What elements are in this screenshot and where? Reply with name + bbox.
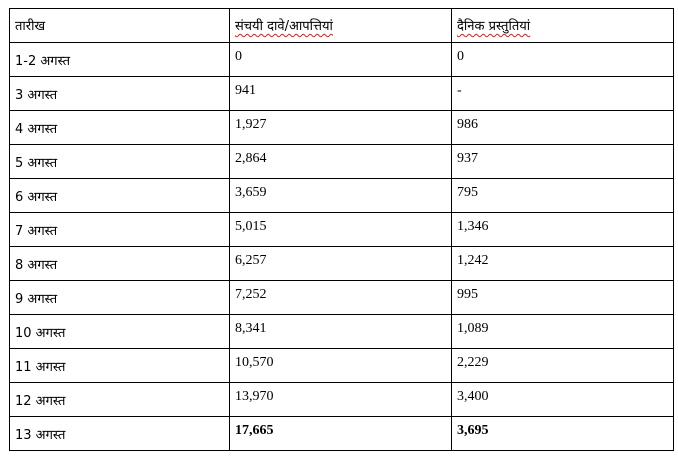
date-cell bbox=[10, 383, 230, 417]
cumulative-value: 1,927 bbox=[235, 117, 267, 132]
claims-table bbox=[9, 8, 674, 451]
cumulative-value: 7,252 bbox=[235, 287, 267, 302]
date-cell bbox=[10, 111, 230, 145]
daily-cell bbox=[452, 417, 674, 451]
date-text: 12 अगस्त bbox=[15, 394, 66, 409]
date-cell bbox=[10, 213, 230, 247]
cumulative-cell bbox=[230, 417, 452, 451]
cumulative-value: 6,257 bbox=[235, 253, 267, 268]
date-cell bbox=[10, 179, 230, 213]
date-cell bbox=[10, 315, 230, 349]
date-cell bbox=[10, 43, 230, 77]
table-row bbox=[10, 43, 674, 77]
daily-value: 995 bbox=[457, 287, 478, 302]
header-cumulative-label: संचयी दावे/आपत्तियां bbox=[235, 19, 333, 34]
cumulative-cell bbox=[230, 111, 452, 145]
date-text: 3 अगस्त bbox=[15, 88, 58, 103]
date-text: 13 अगस्त bbox=[15, 428, 66, 443]
cumulative-value: 0 bbox=[235, 49, 242, 64]
cumulative-cell bbox=[230, 43, 452, 77]
date-text: 1-2 अगस्त bbox=[15, 54, 71, 69]
date-text: 9 अगस्त bbox=[15, 292, 58, 307]
date-text: 11 अगस्त bbox=[15, 360, 66, 375]
daily-value: 986 bbox=[457, 117, 478, 132]
header-date-label: तारीख bbox=[15, 19, 46, 34]
date-cell bbox=[10, 77, 230, 111]
cumulative-cell bbox=[230, 77, 452, 111]
daily-value: 795 bbox=[457, 185, 478, 200]
cumulative-value: 10,570 bbox=[235, 355, 274, 370]
date-cell bbox=[10, 145, 230, 179]
daily-cell bbox=[452, 43, 674, 77]
table-row bbox=[10, 77, 674, 111]
cumulative-value: 5,015 bbox=[235, 219, 267, 234]
date-text: 6 अगस्त bbox=[15, 190, 58, 205]
daily-value: 2,229 bbox=[457, 355, 489, 370]
table-row bbox=[10, 213, 674, 247]
cumulative-value: 3,659 bbox=[235, 185, 267, 200]
daily-value: 3,695 bbox=[457, 423, 489, 438]
date-text: 5 अगस्त bbox=[15, 156, 58, 171]
daily-cell bbox=[452, 383, 674, 417]
date-cell bbox=[10, 281, 230, 315]
cumulative-cell bbox=[230, 247, 452, 281]
date-cell bbox=[10, 349, 230, 383]
cumulative-cell bbox=[230, 349, 452, 383]
table-header-row bbox=[10, 9, 674, 43]
cumulative-cell bbox=[230, 281, 452, 315]
cumulative-value: 2,864 bbox=[235, 151, 267, 166]
daily-cell bbox=[452, 179, 674, 213]
daily-value: 1,346 bbox=[457, 219, 489, 234]
cumulative-value: 941 bbox=[235, 83, 256, 98]
cumulative-value: 8,341 bbox=[235, 321, 267, 336]
table-row bbox=[10, 111, 674, 145]
table-row bbox=[10, 281, 674, 315]
daily-cell bbox=[452, 77, 674, 111]
table-row bbox=[10, 247, 674, 281]
daily-value: 3,400 bbox=[457, 389, 489, 404]
daily-cell bbox=[452, 315, 674, 349]
header-daily-label: दैनिक प्रस्तुतियां bbox=[457, 19, 531, 34]
header-cell-cumulative bbox=[230, 9, 452, 43]
cumulative-cell bbox=[230, 383, 452, 417]
cumulative-value: 13,970 bbox=[235, 389, 274, 404]
daily-cell bbox=[452, 111, 674, 145]
daily-value: 937 bbox=[457, 151, 478, 166]
daily-value: 1,089 bbox=[457, 321, 489, 336]
table-row-latest bbox=[10, 417, 674, 451]
date-text: 7 अगस्त bbox=[15, 224, 58, 239]
cumulative-cell bbox=[230, 315, 452, 349]
daily-cell bbox=[452, 349, 674, 383]
header-cell-date bbox=[10, 9, 230, 43]
table-row bbox=[10, 383, 674, 417]
table-row bbox=[10, 349, 674, 383]
date-cell bbox=[10, 417, 230, 451]
date-cell bbox=[10, 247, 230, 281]
daily-value: - bbox=[457, 83, 462, 98]
table-row bbox=[10, 145, 674, 179]
daily-value: 0 bbox=[457, 49, 464, 64]
daily-value: 1,242 bbox=[457, 253, 489, 268]
daily-cell bbox=[452, 281, 674, 315]
daily-cell bbox=[452, 145, 674, 179]
daily-cell bbox=[452, 247, 674, 281]
date-text: 8 अगस्त bbox=[15, 258, 58, 273]
date-text: 10 अगस्त bbox=[15, 326, 66, 341]
table-row bbox=[10, 179, 674, 213]
date-text: 4 अगस्त bbox=[15, 122, 58, 137]
daily-cell bbox=[452, 213, 674, 247]
header-cell-daily bbox=[452, 9, 674, 43]
cumulative-value: 17,665 bbox=[235, 423, 274, 438]
cumulative-cell bbox=[230, 179, 452, 213]
cumulative-cell bbox=[230, 213, 452, 247]
cumulative-cell bbox=[230, 145, 452, 179]
table-row bbox=[10, 315, 674, 349]
